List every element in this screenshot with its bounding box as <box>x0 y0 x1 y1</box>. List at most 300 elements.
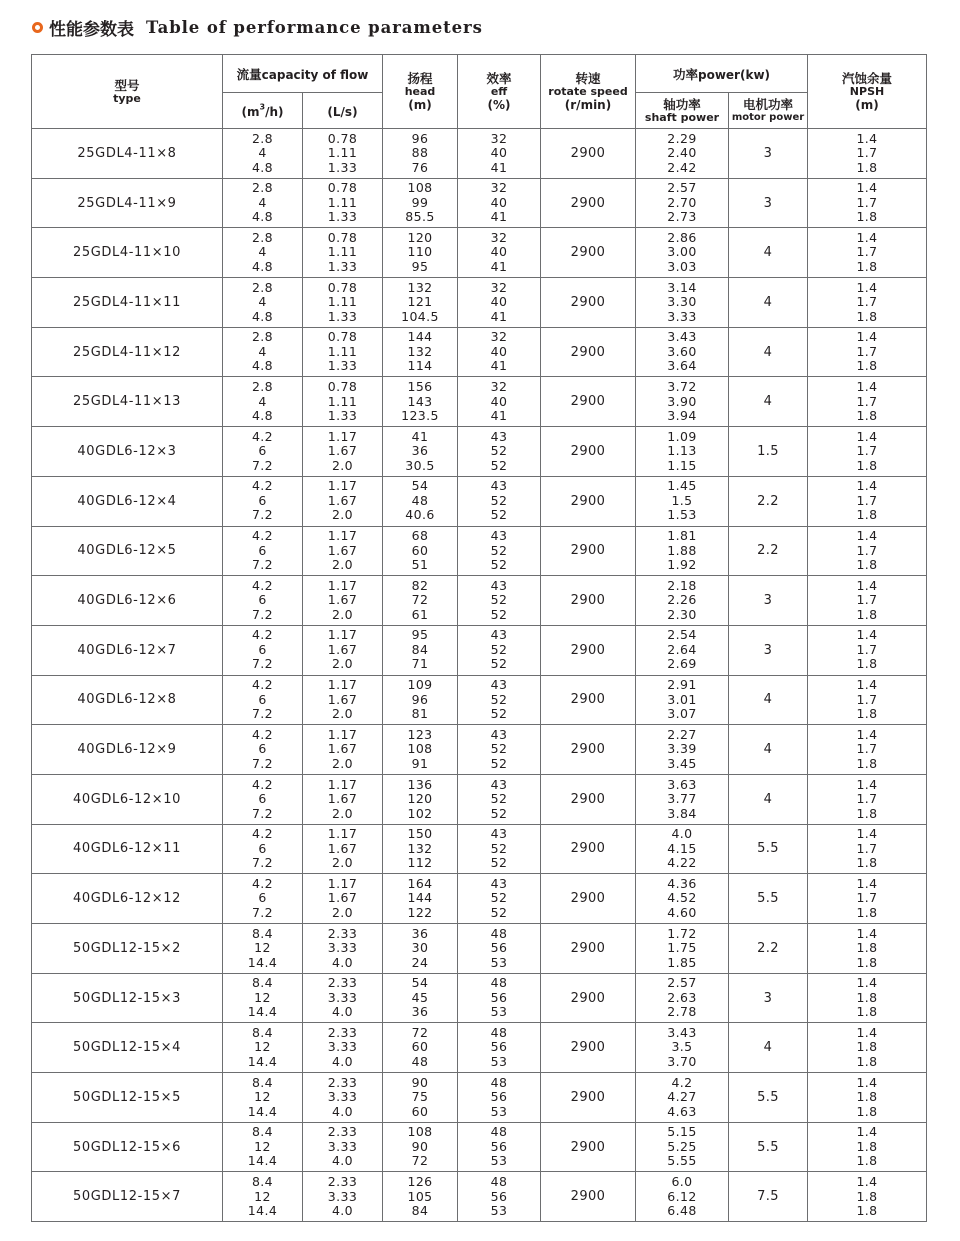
cell-motor-power: 4 <box>729 327 808 377</box>
cell-head <box>383 576 458 626</box>
cell-head-value: 132 <box>407 840 433 856</box>
cell-npsh-value: 1.8 <box>856 1089 878 1105</box>
cell-eff-value: 43 <box>490 826 508 842</box>
cell-eff <box>458 1172 541 1222</box>
cell-eff-value: 32 <box>490 379 508 395</box>
cell-eff-value: 53 <box>490 1153 508 1169</box>
cell-npsh-value: 1.8 <box>856 656 878 672</box>
table-row <box>32 824 927 874</box>
cell-npsh-value: 1.7 <box>856 393 878 409</box>
cell-eff-value: 43 <box>490 677 508 693</box>
header-motor-power <box>729 93 808 129</box>
cell-flow-ls-value: 1.17 <box>327 826 358 842</box>
cell-speed: 2900 <box>541 1122 636 1172</box>
cell-shaft-power <box>636 576 729 626</box>
cell-flow-m3h-value: 2.8 <box>251 130 274 146</box>
cell-npsh-value: 1.8 <box>856 755 878 771</box>
cell-head-value: 84 <box>411 641 429 657</box>
cell-flow-ls-value: 4.0 <box>331 1053 354 1069</box>
table-row <box>32 129 927 179</box>
cell-eff <box>458 675 541 725</box>
cell-npsh-value: 1.7 <box>856 741 878 757</box>
cell-npsh <box>808 576 927 626</box>
header-speed-cn: 转速 <box>575 70 601 86</box>
cell-flow-m3h-value: 7.2 <box>251 606 274 622</box>
cell-shaft-power-value: 2.57 <box>667 180 697 196</box>
cell-motor-power: 5.5 <box>729 824 808 874</box>
title-chinese: 性能参数表 <box>49 19 134 40</box>
cell-shaft-power <box>636 675 729 725</box>
cell-motor-power: 4 <box>729 278 808 328</box>
cell-type: 40GDL6-12×4 <box>32 476 223 526</box>
cell-flow-m3h-value: 8.4 <box>251 1074 274 1090</box>
cell-head-value: 110 <box>407 244 433 260</box>
table-row <box>32 725 927 775</box>
cell-eff-value: 43 <box>490 627 508 643</box>
cell-type: 50GDL12-15×3 <box>32 973 223 1023</box>
cell-head-value: 96 <box>411 130 429 146</box>
cell-npsh-value: 1.7 <box>856 492 878 508</box>
cell-eff-value: 52 <box>490 691 508 707</box>
cell-flow-ls-value: 1.67 <box>327 592 358 608</box>
cell-head-value: 90 <box>411 1138 429 1154</box>
cell-eff-value: 56 <box>490 1188 508 1204</box>
cell-npsh-value: 1.8 <box>856 358 878 374</box>
cell-shaft-power-value: 2.91 <box>667 677 697 693</box>
cell-flow-ls-value: 0.78 <box>327 379 358 395</box>
cell-flow-m3h-value: 2.8 <box>251 229 274 245</box>
cell-eff-value: 52 <box>490 890 508 906</box>
cell-eff-value: 40 <box>490 294 508 310</box>
cell-flow-ls <box>303 824 383 874</box>
header-head <box>383 55 458 129</box>
cell-flow-ls-value: 4.0 <box>331 954 354 970</box>
cell-flow-ls-value: 1.67 <box>327 443 358 459</box>
header-flow-m3h-sup: 3 <box>259 102 266 112</box>
cell-head-value: 61 <box>411 606 429 622</box>
cell-shaft-power <box>636 1023 729 1073</box>
table-row <box>32 1073 927 1123</box>
cell-motor-power: 7.5 <box>729 1172 808 1222</box>
cell-shaft-power-value: 3.45 <box>667 755 697 771</box>
cell-shaft-power-value: 3.43 <box>667 1024 697 1040</box>
cell-flow-m3h-value: 14.4 <box>247 1004 278 1020</box>
cell-shaft-power-value: 3.72 <box>667 379 697 395</box>
cell-shaft-power-value: 3.70 <box>667 1053 697 1069</box>
cell-shaft-power-value: 2.54 <box>667 627 697 643</box>
cell-head-value: 45 <box>411 989 429 1005</box>
cell-head-value: 102 <box>407 805 433 821</box>
cell-flow-ls <box>303 427 383 477</box>
cell-flow-ls-value: 4.0 <box>331 1203 354 1219</box>
cell-head <box>383 725 458 775</box>
cell-head <box>383 973 458 1023</box>
cell-head-value: 72 <box>411 1153 429 1169</box>
cell-npsh <box>808 725 927 775</box>
cell-npsh <box>808 178 927 228</box>
cell-flow-m3h-value: 12 <box>254 1138 271 1154</box>
cell-flow-ls-value: 3.33 <box>327 1138 358 1154</box>
cell-flow-ls-value: 4.0 <box>331 1004 354 1020</box>
cell-npsh <box>808 427 927 477</box>
cell-head <box>383 675 458 725</box>
cell-npsh-value: 1.7 <box>856 592 878 608</box>
cell-speed: 2900 <box>541 874 636 924</box>
cell-flow-ls-value: 2.33 <box>327 1074 358 1090</box>
cell-shaft-power-value: 2.70 <box>667 194 697 210</box>
cell-flow-m3h-value: 8.4 <box>251 925 274 941</box>
cell-eff-value: 32 <box>490 180 508 196</box>
cell-npsh-value: 1.8 <box>856 940 878 956</box>
cell-npsh-value: 1.4 <box>856 1124 878 1140</box>
cell-shaft-power-value: 1.88 <box>667 542 697 558</box>
cell-flow-m3h-value: 4.8 <box>251 209 274 225</box>
cell-flow-m3h-value: 4.8 <box>251 358 274 374</box>
cell-npsh-value: 1.8 <box>856 1188 878 1204</box>
cell-flow-ls-value: 0.78 <box>327 229 358 245</box>
cell-npsh-value: 1.8 <box>856 308 878 324</box>
cell-eff <box>458 1023 541 1073</box>
header-flow-m3h-suffix: /h) <box>265 105 284 119</box>
cell-flow-m3h-value: 12 <box>254 1089 271 1105</box>
cell-motor-power: 5.5 <box>729 1122 808 1172</box>
cell-flow-ls <box>303 576 383 626</box>
table-row <box>32 178 927 228</box>
cell-speed: 2900 <box>541 526 636 576</box>
cell-flow-ls-value: 0.78 <box>327 130 358 146</box>
cell-head-value: 40.6 <box>405 507 435 523</box>
header-eff-unit: (%) <box>487 97 511 112</box>
table-row <box>32 874 927 924</box>
cell-flow-ls-value: 1.67 <box>327 542 358 558</box>
cell-speed: 2900 <box>541 725 636 775</box>
cell-head-value: 60 <box>411 542 429 558</box>
table-row <box>32 1172 927 1222</box>
cell-flow-m3h-value: 12 <box>254 989 271 1005</box>
cell-head-value: 30 <box>411 940 429 956</box>
cell-eff-value: 52 <box>490 755 508 771</box>
cell-flow-ls-value: 1.67 <box>327 492 358 508</box>
cell-shaft-power-value: 3.01 <box>667 691 697 707</box>
cell-npsh-value: 1.4 <box>856 379 878 395</box>
cell-eff-value: 43 <box>490 577 508 593</box>
cell-head <box>383 1172 458 1222</box>
cell-type: 40GDL6-12×9 <box>32 725 223 775</box>
header-speed <box>541 55 636 129</box>
cell-shaft-power-value: 3.39 <box>667 741 697 757</box>
cell-shaft-power-value: 3.60 <box>667 343 697 359</box>
cell-npsh-value: 1.7 <box>856 641 878 657</box>
cell-motor-power: 1.5 <box>729 427 808 477</box>
cell-flow-m3h-value: 8.4 <box>251 1174 274 1190</box>
cell-head-value: 48 <box>411 492 429 508</box>
cell-flow-ls-value: 1.67 <box>327 840 358 856</box>
cell-shaft-power-value: 3.33 <box>667 308 697 324</box>
header-power-cn: 功率 <box>672 67 698 82</box>
cell-npsh-value: 1.8 <box>856 1004 878 1020</box>
cell-head-value: 164 <box>407 875 433 891</box>
cell-shaft-power <box>636 1073 729 1123</box>
cell-type: 40GDL6-12×8 <box>32 675 223 725</box>
cell-flow-ls <box>303 327 383 377</box>
cell-npsh-value: 1.8 <box>856 1153 878 1169</box>
cell-speed: 2900 <box>541 774 636 824</box>
cell-npsh-value: 1.8 <box>856 904 878 920</box>
cell-eff-value: 48 <box>490 1074 508 1090</box>
cell-flow-ls-value: 2.33 <box>327 1124 358 1140</box>
cell-eff <box>458 824 541 874</box>
cell-eff-value: 40 <box>490 343 508 359</box>
cell-npsh-value: 1.7 <box>856 840 878 856</box>
cell-npsh-value: 1.8 <box>856 1203 878 1219</box>
cell-npsh <box>808 327 927 377</box>
cell-npsh-value: 1.8 <box>856 606 878 622</box>
header-flow-m3h-prefix: (m <box>241 105 260 119</box>
cell-npsh-value: 1.8 <box>856 805 878 821</box>
cell-head-value: 121 <box>407 294 433 310</box>
cell-flow-ls <box>303 625 383 675</box>
cell-npsh <box>808 824 927 874</box>
header-shaft-power <box>636 93 729 129</box>
table-row <box>32 774 927 824</box>
header-type <box>32 55 223 129</box>
cell-npsh-value: 1.4 <box>856 577 878 593</box>
cell-shaft-power-value: 2.42 <box>667 159 697 175</box>
cell-type: 25GDL4-11×9 <box>32 178 223 228</box>
cell-head-value: 41 <box>411 428 429 444</box>
cell-eff-value: 48 <box>490 1174 508 1190</box>
cell-motor-power: 5.5 <box>729 874 808 924</box>
cell-shaft-power <box>636 1122 729 1172</box>
cell-shaft-power-value: 4.63 <box>667 1103 697 1119</box>
cell-flow-m3h-value: 7.2 <box>251 904 274 920</box>
cell-type: 40GDL6-12×5 <box>32 526 223 576</box>
cell-type: 25GDL4-11×11 <box>32 278 223 328</box>
cell-eff <box>458 725 541 775</box>
cell-npsh-value: 1.4 <box>856 428 878 444</box>
cell-head <box>383 874 458 924</box>
cell-head-value: 91 <box>411 755 429 771</box>
cell-flow-m3h-value: 2.8 <box>251 180 274 196</box>
cell-flow-ls <box>303 178 383 228</box>
cell-flow-m3h <box>223 476 303 526</box>
cell-head-value: 54 <box>411 478 429 494</box>
cell-flow-m3h <box>223 427 303 477</box>
cell-head-value: 36 <box>411 1004 429 1020</box>
cell-eff-value: 56 <box>490 1089 508 1105</box>
cell-head-value: 144 <box>407 329 433 345</box>
cell-eff-value: 43 <box>490 528 508 544</box>
cell-flow-ls <box>303 129 383 179</box>
cell-eff-value: 52 <box>490 592 508 608</box>
cell-type: 25GDL4-11×13 <box>32 377 223 427</box>
cell-npsh <box>808 1073 927 1123</box>
cell-head-value: 51 <box>411 557 429 573</box>
cell-eff-value: 56 <box>490 1039 508 1055</box>
cell-flow-ls-value: 2.0 <box>331 656 354 672</box>
cell-head-value: 144 <box>407 890 433 906</box>
cell-head-value: 71 <box>411 656 429 672</box>
header-flow-ls <box>303 93 383 129</box>
cell-head-value: 104.5 <box>401 308 439 324</box>
cell-npsh-value: 1.4 <box>856 776 878 792</box>
cell-head-value: 132 <box>407 279 433 295</box>
cell-type: 50GDL12-15×7 <box>32 1172 223 1222</box>
cell-head <box>383 228 458 278</box>
cell-flow-ls-value: 2.0 <box>331 557 354 573</box>
cell-motor-power: 3 <box>729 973 808 1023</box>
cell-shaft-power <box>636 973 729 1023</box>
cell-flow-m3h-value: 12 <box>254 1188 271 1204</box>
table-row <box>32 973 927 1023</box>
cell-flow-ls-value: 1.11 <box>327 194 358 210</box>
cell-shaft-power-value: 1.13 <box>667 443 697 459</box>
cell-eff-value: 32 <box>490 229 508 245</box>
cell-head <box>383 1122 458 1172</box>
cell-type: 40GDL6-12×12 <box>32 874 223 924</box>
cell-flow-m3h <box>223 625 303 675</box>
cell-eff <box>458 327 541 377</box>
cell-npsh-value: 1.8 <box>856 557 878 573</box>
table-row <box>32 1122 927 1172</box>
cell-npsh-value: 1.8 <box>856 408 878 424</box>
table-row <box>32 1023 927 1073</box>
cell-eff-value: 41 <box>490 258 508 274</box>
cell-eff-value: 41 <box>490 408 508 424</box>
cell-shaft-power-value: 3.64 <box>667 358 697 374</box>
cell-head-value: 95 <box>411 627 429 643</box>
cell-eff-value: 56 <box>490 1138 508 1154</box>
cell-flow-ls-value: 2.0 <box>331 606 354 622</box>
cell-motor-power: 4 <box>729 774 808 824</box>
cell-eff <box>458 774 541 824</box>
cell-head <box>383 526 458 576</box>
table-body <box>32 129 927 1222</box>
cell-shaft-power-value: 5.15 <box>667 1124 697 1140</box>
cell-flow-m3h-value: 6 <box>258 890 267 906</box>
cell-flow-m3h-value: 4.2 <box>251 776 274 792</box>
cell-motor-power: 4 <box>729 675 808 725</box>
cell-npsh-value: 1.7 <box>856 343 878 359</box>
cell-eff-value: 52 <box>490 840 508 856</box>
cell-eff <box>458 874 541 924</box>
cell-shaft-power-value: 2.27 <box>667 726 697 742</box>
cell-motor-power: 3 <box>729 178 808 228</box>
cell-flow-ls <box>303 228 383 278</box>
cell-head-value: 95 <box>411 258 429 274</box>
cell-eff-value: 56 <box>490 940 508 956</box>
cell-eff-value: 53 <box>490 1203 508 1219</box>
cell-npsh-value: 1.4 <box>856 329 878 345</box>
cell-head-value: 48 <box>411 1053 429 1069</box>
cell-flow-ls <box>303 526 383 576</box>
cell-flow-m3h-value: 4.2 <box>251 726 274 742</box>
cell-flow-m3h-value: 7.2 <box>251 855 274 871</box>
cell-flow-ls-value: 2.0 <box>331 457 354 473</box>
cell-eff <box>458 924 541 974</box>
cell-head-value: 68 <box>411 528 429 544</box>
header-motor-en: motor power <box>731 111 805 123</box>
cell-head-value: 36 <box>411 443 429 459</box>
cell-npsh-value: 1.8 <box>856 159 878 175</box>
cell-eff-value: 56 <box>490 989 508 1005</box>
table-row <box>32 427 927 477</box>
cell-shaft-power <box>636 377 729 427</box>
cell-flow-m3h-value: 4.2 <box>251 528 274 544</box>
cell-head-value: 112 <box>407 855 433 871</box>
cell-type: 40GDL6-12×6 <box>32 576 223 626</box>
cell-npsh <box>808 874 927 924</box>
cell-npsh-value: 1.7 <box>856 194 878 210</box>
table-row <box>32 526 927 576</box>
cell-npsh <box>808 377 927 427</box>
cell-npsh-value: 1.8 <box>856 954 878 970</box>
cell-flow-ls <box>303 725 383 775</box>
cell-flow-m3h-value: 4.8 <box>251 159 274 175</box>
cell-flow-m3h <box>223 377 303 427</box>
cell-flow-ls-value: 1.17 <box>327 478 358 494</box>
cell-head-value: 120 <box>407 791 433 807</box>
cell-speed: 2900 <box>541 824 636 874</box>
cell-eff-value: 48 <box>490 925 508 941</box>
cell-npsh-value: 1.8 <box>856 706 878 722</box>
cell-head <box>383 178 458 228</box>
cell-head <box>383 377 458 427</box>
cell-eff-value: 41 <box>490 358 508 374</box>
cell-npsh-value: 1.4 <box>856 1074 878 1090</box>
cell-flow-ls <box>303 1073 383 1123</box>
header-flow <box>223 55 383 93</box>
cell-npsh-value: 1.4 <box>856 826 878 842</box>
cell-npsh-value: 1.7 <box>856 244 878 260</box>
cell-flow-ls-value: 1.33 <box>327 308 358 324</box>
cell-shaft-power <box>636 774 729 824</box>
cell-eff-value: 53 <box>490 1004 508 1020</box>
cell-eff-value: 52 <box>490 791 508 807</box>
cell-head-value: 136 <box>407 776 433 792</box>
cell-eff-value: 48 <box>490 1124 508 1140</box>
cell-eff-value: 52 <box>490 492 508 508</box>
cell-npsh-value: 1.4 <box>856 528 878 544</box>
cell-shaft-power-value: 2.86 <box>667 229 697 245</box>
cell-head-value: 76 <box>411 159 429 175</box>
cell-eff-value: 43 <box>490 726 508 742</box>
cell-shaft-power-value: 3.63 <box>667 776 697 792</box>
cell-npsh-value: 1.4 <box>856 1174 878 1190</box>
cell-motor-power: 4 <box>729 1023 808 1073</box>
cell-flow-m3h <box>223 874 303 924</box>
cell-speed: 2900 <box>541 576 636 626</box>
cell-motor-power: 4 <box>729 228 808 278</box>
cell-flow-ls-value: 2.0 <box>331 755 354 771</box>
title-english: Table of performance parameters <box>146 17 483 37</box>
cell-flow-m3h <box>223 1122 303 1172</box>
cell-shaft-power <box>636 725 729 775</box>
cell-eff-value: 52 <box>490 443 508 459</box>
cell-head-value: 82 <box>411 577 429 593</box>
cell-head-value: 108 <box>407 741 433 757</box>
cell-head <box>383 774 458 824</box>
table-row <box>32 476 927 526</box>
cell-eff-value: 52 <box>490 706 508 722</box>
cell-flow-ls-value: 1.67 <box>327 890 358 906</box>
cell-flow-m3h <box>223 278 303 328</box>
cell-flow-ls <box>303 874 383 924</box>
cell-eff-value: 52 <box>490 656 508 672</box>
cell-shaft-power-value: 4.60 <box>667 904 697 920</box>
cell-npsh-value: 1.4 <box>856 1024 878 1040</box>
cell-shaft-power <box>636 874 729 924</box>
